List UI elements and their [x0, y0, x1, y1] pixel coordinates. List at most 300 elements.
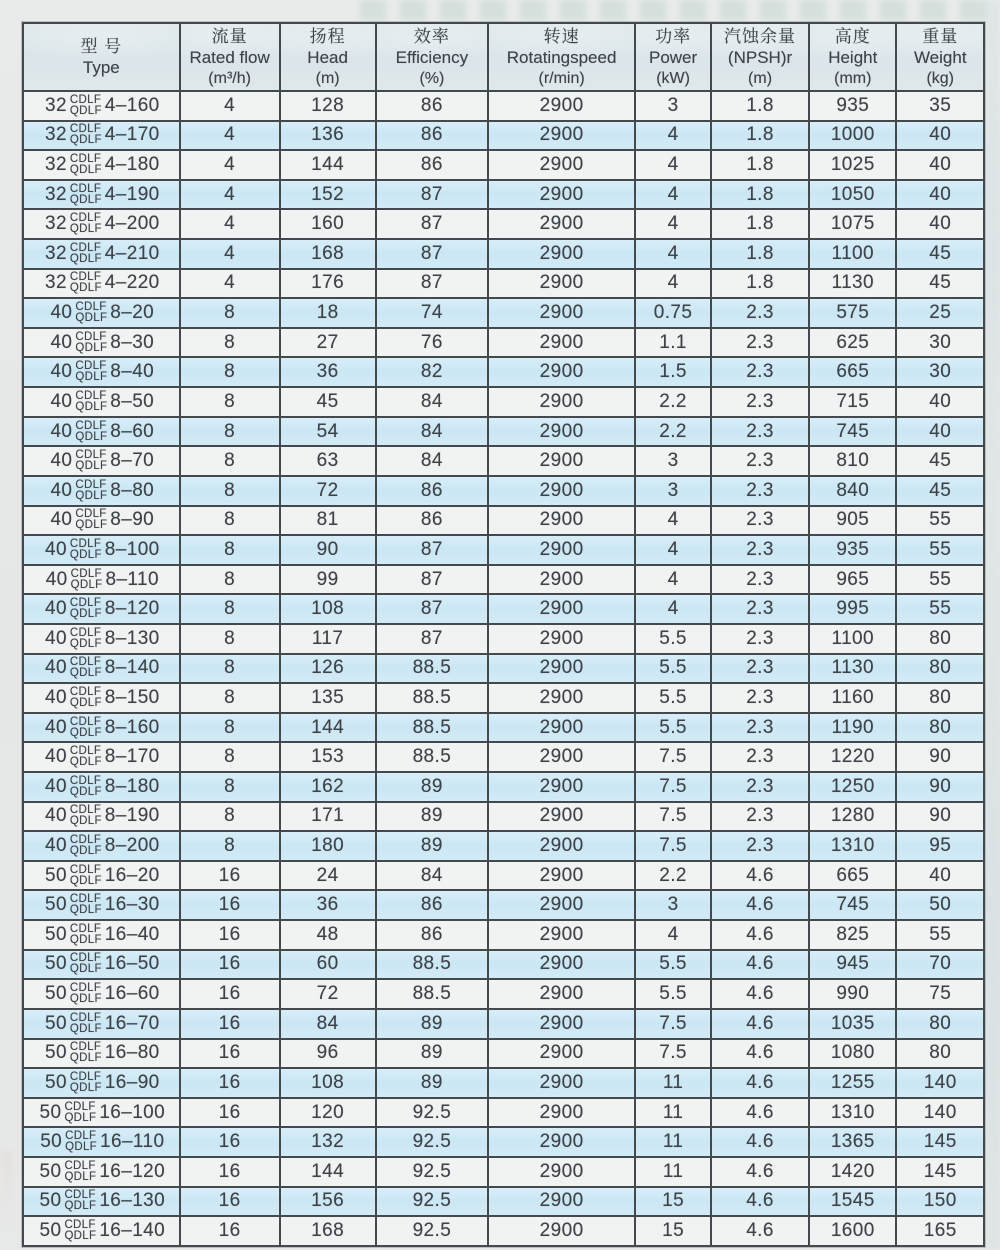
series-top: CDLF — [65, 1130, 97, 1143]
spec-value: 145 — [896, 1127, 984, 1157]
pump-model: 4–160 — [104, 94, 160, 116]
spec-value: 2.3 — [711, 387, 809, 417]
spec-value: 55 — [896, 535, 984, 565]
spec-value: 2900 — [488, 861, 635, 891]
spec-value: 2900 — [488, 535, 635, 565]
pump-size: 32 — [44, 154, 67, 176]
spec-value: 16 — [180, 890, 280, 920]
spec-value: 5.5 — [635, 950, 711, 980]
spec-value: 165 — [896, 1216, 984, 1246]
pump-model: 8–190 — [104, 805, 160, 827]
pump-type-cell — [23, 624, 180, 654]
spec-value: 162 — [280, 772, 376, 802]
spec-value: 45 — [896, 269, 984, 299]
pump-model: 16–40 — [104, 923, 160, 945]
spec-value: 135 — [280, 683, 376, 713]
spec-value: 74 — [376, 298, 488, 328]
table-row — [23, 417, 984, 447]
pump-size: 40 — [50, 509, 73, 531]
series-bottom: QDLF — [75, 371, 108, 384]
spec-value: 2900 — [488, 417, 635, 447]
spec-value: 2900 — [488, 209, 635, 239]
pump-series-stack — [70, 865, 102, 887]
spec-value: 665 — [809, 357, 896, 387]
table-row — [23, 446, 984, 476]
spec-value: 55 — [896, 565, 984, 595]
pump-model: 8–200 — [104, 835, 160, 857]
pump-type-cell — [23, 239, 180, 269]
pump-size: 40 — [44, 657, 67, 679]
spec-value: 715 — [809, 387, 896, 417]
spec-value: 2900 — [488, 683, 635, 713]
spec-value: 2900 — [488, 802, 635, 832]
pump-series-stack — [64, 1190, 96, 1212]
spec-value: 1310 — [809, 1098, 896, 1128]
spec-value: 840 — [809, 476, 896, 506]
spec-value: 2.3 — [711, 683, 809, 713]
series-bottom: QDLF — [69, 785, 102, 798]
series-bottom: QDLF — [69, 637, 102, 650]
spec-value: 745 — [809, 890, 896, 920]
spec-value: 89 — [376, 1039, 488, 1069]
spec-value: 4.6 — [711, 1009, 809, 1039]
pump-series-stack — [70, 657, 102, 679]
pump-size: 50 — [44, 983, 67, 1005]
spec-value: 905 — [809, 506, 896, 536]
spec-value: 2.3 — [711, 357, 809, 387]
table-row — [23, 269, 984, 299]
col-label-en: Rated flow — [189, 47, 270, 67]
pump-type-cell — [23, 357, 180, 387]
pump-model: 8–150 — [104, 686, 160, 708]
spec-value: 132 — [280, 1127, 376, 1157]
pump-type-cell — [23, 1039, 180, 1069]
spec-value: 2900 — [488, 1157, 635, 1187]
col-label-en: Weight — [913, 47, 967, 67]
series-top: CDLF — [69, 656, 102, 669]
spec-value: 45 — [896, 446, 984, 476]
series-bottom: QDLF — [69, 696, 102, 709]
series-top: CDLF — [69, 745, 102, 758]
table-row — [23, 1127, 984, 1157]
spec-value: 86 — [376, 150, 488, 180]
col-header-height — [809, 23, 896, 91]
spec-value: 2900 — [488, 890, 635, 920]
pump-size: 40 — [44, 598, 67, 620]
table-row — [23, 831, 984, 861]
table-row — [23, 920, 984, 950]
col-unit: (m) — [748, 69, 773, 87]
pump-size: 40 — [50, 420, 73, 442]
series-top: CDLF — [69, 626, 102, 639]
pump-series-stack — [70, 184, 102, 206]
spec-value: 3 — [635, 91, 711, 121]
spec-value: 4 — [635, 565, 711, 595]
pump-size: 50 — [44, 953, 67, 975]
spec-value: 11 — [635, 1157, 711, 1187]
spec-value: 80 — [896, 683, 984, 713]
series-bottom: QDLF — [69, 993, 102, 1006]
pump-model: 8–140 — [104, 657, 160, 679]
spec-value: 92.5 — [376, 1127, 488, 1157]
series-top: CDLF — [69, 597, 102, 610]
spec-value: 8 — [180, 298, 280, 328]
col-label-zh: 高度 — [834, 26, 871, 46]
series-top: CDLF — [69, 212, 102, 225]
pump-size: 50 — [39, 1190, 62, 1212]
spec-value: 1250 — [809, 772, 896, 802]
pump-model: 16–60 — [104, 983, 160, 1005]
spec-value: 40 — [896, 150, 984, 180]
spec-value: 86 — [376, 121, 488, 151]
spec-value: 0.75 — [635, 298, 711, 328]
pump-series-stack — [70, 983, 102, 1005]
spec-value: 4 — [635, 506, 711, 536]
spec-value: 90 — [280, 535, 376, 565]
spec-value: 2900 — [488, 950, 635, 980]
spec-value: 86 — [376, 91, 488, 121]
spec-value: 8 — [180, 328, 280, 358]
series-bottom: QDLF — [69, 904, 102, 917]
pump-series-stack — [70, 805, 102, 827]
spec-value: 92.5 — [376, 1098, 488, 1128]
spec-value: 4 — [180, 180, 280, 210]
spec-value: 84 — [376, 417, 488, 447]
spec-value: 40 — [896, 387, 984, 417]
col-label-en: Efficiency — [395, 47, 469, 67]
spec-value: 1.8 — [711, 121, 809, 151]
col-label-en: Head — [307, 47, 348, 67]
spec-value: 80 — [896, 1039, 984, 1069]
spec-value: 128 — [280, 91, 376, 121]
spec-value: 88.5 — [376, 742, 488, 772]
col-header-type — [23, 23, 180, 91]
col-label-en: Height — [828, 47, 878, 67]
spec-value: 140 — [896, 1098, 984, 1128]
pump-size: 50 — [44, 923, 67, 945]
spec-value: 82 — [376, 357, 488, 387]
print-bleed-artifact — [360, 0, 1000, 20]
spec-value: 2900 — [488, 506, 635, 536]
spec-value: 86 — [376, 890, 488, 920]
spec-value: 2.3 — [711, 831, 809, 861]
spec-value: 89 — [376, 831, 488, 861]
spec-value: 15 — [635, 1216, 711, 1246]
spec-value: 11 — [635, 1068, 711, 1098]
col-unit: (kg) — [926, 69, 955, 87]
spec-value: 2900 — [488, 565, 635, 595]
col-header-weight — [896, 23, 984, 91]
table-row — [23, 535, 984, 565]
pump-size: 40 — [44, 538, 67, 560]
series-bottom: QDLF — [64, 1111, 97, 1124]
spec-value: 3 — [635, 476, 711, 506]
spec-value: 2900 — [488, 1039, 635, 1069]
col-label-en: Power — [648, 47, 698, 67]
spec-value: 84 — [376, 387, 488, 417]
spec-value: 2900 — [488, 1187, 635, 1217]
series-bottom: QDLF — [69, 667, 102, 680]
col-header-efficiency — [376, 23, 488, 91]
pump-size: 32 — [44, 183, 67, 205]
spec-value: 1255 — [809, 1068, 896, 1098]
series-bottom: QDLF — [69, 164, 102, 177]
pump-series-stack — [70, 1042, 102, 1064]
pump-model: 16–90 — [104, 1071, 160, 1093]
pump-size: 40 — [44, 627, 67, 649]
pump-model: 8–180 — [104, 775, 160, 797]
spec-value: 8 — [180, 565, 280, 595]
spec-value: 153 — [280, 742, 376, 772]
pump-type-cell — [23, 446, 180, 476]
pump-type-cell — [23, 594, 180, 624]
spec-value: 1025 — [809, 150, 896, 180]
spec-value: 1.8 — [711, 91, 809, 121]
spec-value: 40 — [896, 121, 984, 151]
spec-value: 4 — [180, 121, 280, 151]
spec-value: 87 — [376, 565, 488, 595]
spec-value: 8 — [180, 654, 280, 684]
spec-value: 63 — [280, 446, 376, 476]
series-top: CDLF — [69, 182, 102, 195]
pump-type-cell — [23, 417, 180, 447]
series-top: CDLF — [69, 1070, 102, 1083]
spec-value: 1600 — [809, 1216, 896, 1246]
spec-value: 16 — [180, 1068, 280, 1098]
pump-size: 32 — [44, 242, 67, 264]
pump-series-stack — [70, 835, 102, 857]
pump-size: 40 — [44, 835, 67, 857]
spec-value: 45 — [280, 387, 376, 417]
pump-series-stack — [64, 1220, 96, 1242]
series-top: CDLF — [75, 301, 107, 314]
spec-value: 935 — [809, 91, 896, 121]
spec-value: 40 — [896, 180, 984, 210]
pump-model: 16–20 — [104, 864, 160, 886]
pump-size: 50 — [44, 1012, 67, 1034]
spec-value: 40 — [896, 417, 984, 447]
spec-value: 1050 — [809, 180, 896, 210]
spec-value: 1545 — [809, 1187, 896, 1217]
table-row — [23, 357, 984, 387]
spec-value: 2900 — [488, 446, 635, 476]
pump-series-stack — [70, 243, 102, 265]
spec-value: 2900 — [488, 920, 635, 950]
spec-value: 935 — [809, 535, 896, 565]
spec-value: 4.6 — [711, 1039, 809, 1069]
spec-value: 2.3 — [711, 654, 809, 684]
table-row — [23, 1187, 984, 1217]
spec-value: 1.8 — [711, 239, 809, 269]
spec-value: 7.5 — [635, 1009, 711, 1039]
pump-size: 50 — [39, 1101, 62, 1123]
spec-value: 88.5 — [376, 654, 488, 684]
table-row — [23, 950, 984, 980]
spec-value: 2900 — [488, 624, 635, 654]
spec-value: 2.3 — [711, 594, 809, 624]
table-row — [23, 594, 984, 624]
series-top: CDLF — [69, 834, 102, 847]
pump-model: 8–80 — [110, 479, 155, 501]
spec-value: 945 — [809, 950, 896, 980]
series-top: CDLF — [69, 774, 102, 787]
pump-series-stack — [70, 1013, 102, 1035]
spec-value: 1130 — [809, 654, 896, 684]
pump-type-cell — [23, 742, 180, 772]
col-label-zh: 流量 — [211, 26, 248, 46]
spec-value: 16 — [180, 1216, 280, 1246]
spec-value: 4.6 — [711, 1157, 809, 1187]
spec-value: 2900 — [488, 713, 635, 743]
pump-series-stack — [75, 509, 107, 531]
spec-value: 96 — [280, 1039, 376, 1069]
spec-value: 95 — [896, 831, 984, 861]
series-bottom: QDLF — [69, 726, 102, 739]
spec-value: 2.3 — [711, 772, 809, 802]
spec-value: 75 — [896, 979, 984, 1009]
spec-value: 80 — [896, 713, 984, 743]
spec-value: 88.5 — [376, 979, 488, 1009]
spec-value: 1035 — [809, 1009, 896, 1039]
spec-value: 2.3 — [711, 713, 809, 743]
col-header-power — [635, 23, 711, 91]
spec-value: 2900 — [488, 387, 635, 417]
spec-value: 16 — [180, 920, 280, 950]
spec-value: 88.5 — [376, 713, 488, 743]
spec-value: 2900 — [488, 831, 635, 861]
spec-value: 40 — [896, 861, 984, 891]
spec-value: 87 — [376, 180, 488, 210]
spec-value: 108 — [280, 1068, 376, 1098]
spec-value: 8 — [180, 387, 280, 417]
pump-size: 32 — [44, 124, 67, 146]
spec-value: 4 — [180, 150, 280, 180]
series-top: CDLF — [69, 1041, 102, 1054]
col-label-zh: 转速 — [543, 26, 580, 46]
series-top: CDLF — [75, 478, 107, 491]
spec-value: 8 — [180, 742, 280, 772]
pump-series-stack — [70, 95, 102, 117]
pump-type-cell — [23, 802, 180, 832]
pump-model: 16–100 — [99, 1101, 166, 1123]
spec-value: 4 — [180, 269, 280, 299]
table-row — [23, 506, 984, 536]
pump-type-cell — [23, 298, 180, 328]
pump-model: 8–40 — [110, 361, 155, 383]
spec-value: 81 — [280, 506, 376, 536]
pump-type-cell — [23, 121, 180, 151]
spec-value: 2900 — [488, 328, 635, 358]
spec-value: 8 — [180, 802, 280, 832]
series-bottom: QDLF — [69, 193, 102, 206]
pump-size: 50 — [39, 1160, 62, 1182]
spec-value: 2900 — [488, 91, 635, 121]
spec-value: 625 — [809, 328, 896, 358]
pump-size: 40 — [50, 361, 73, 383]
series-bottom: QDLF — [69, 608, 102, 621]
spec-value: 16 — [180, 1127, 280, 1157]
series-bottom: QDLF — [69, 1022, 102, 1035]
spec-value: 575 — [809, 298, 896, 328]
series-top: CDLF — [69, 863, 102, 876]
pump-model: 16–110 — [100, 1131, 165, 1153]
col-unit: (kW) — [656, 69, 690, 87]
spec-value: 2900 — [488, 1127, 635, 1157]
pump-size: 40 — [44, 805, 67, 827]
pump-series-stack — [70, 894, 102, 916]
table-row — [23, 772, 984, 802]
col-header-npsh — [711, 23, 809, 91]
pump-model: 8–120 — [104, 598, 160, 620]
pump-model: 4–210 — [104, 242, 160, 264]
series-top: CDLF — [69, 93, 102, 106]
spec-value: 30 — [896, 328, 984, 358]
table-row — [23, 298, 984, 328]
series-bottom: QDLF — [69, 104, 102, 117]
spec-value: 27 — [280, 328, 376, 358]
spec-value: 92.5 — [376, 1187, 488, 1217]
spec-value: 1310 — [809, 831, 896, 861]
pump-size: 50 — [44, 894, 67, 916]
series-top: CDLF — [69, 715, 102, 728]
spec-value: 89 — [376, 802, 488, 832]
col-unit: (m) — [315, 69, 340, 87]
spec-value: 55 — [896, 920, 984, 950]
print-bleed-artifact — [0, 1150, 14, 1250]
spec-value: 1.5 — [635, 357, 711, 387]
pump-type-cell — [23, 476, 180, 506]
spec-value: 4 — [180, 239, 280, 269]
spec-value: 8 — [180, 506, 280, 536]
spec-value: 8 — [180, 831, 280, 861]
pump-series-stack — [65, 1131, 97, 1153]
spec-value: 8 — [180, 535, 280, 565]
series-bottom: QDLF — [70, 578, 103, 591]
pump-size: 50 — [44, 1042, 67, 1064]
spec-value: 168 — [280, 239, 376, 269]
spec-value: 87 — [376, 535, 488, 565]
pump-model: 16–120 — [99, 1160, 166, 1182]
spec-value: 145 — [896, 1157, 984, 1187]
spec-value: 80 — [896, 624, 984, 654]
spec-value: 1.8 — [711, 269, 809, 299]
pump-model: 8–110 — [105, 568, 159, 590]
table-row — [23, 1068, 984, 1098]
series-bottom: QDLF — [69, 134, 102, 147]
spec-value: 7.5 — [635, 831, 711, 861]
spec-value: 2.3 — [711, 476, 809, 506]
spec-rows — [23, 91, 984, 1246]
series-top: CDLF — [75, 419, 107, 432]
series-top: CDLF — [64, 1100, 96, 1113]
pump-type-cell — [23, 180, 180, 210]
pump-size: 32 — [44, 213, 67, 235]
series-bottom: QDLF — [69, 1081, 102, 1094]
spec-value: 1420 — [809, 1157, 896, 1187]
pump-series-stack — [70, 628, 102, 650]
col-unit: (mm) — [834, 69, 872, 87]
spec-value: 8 — [180, 476, 280, 506]
spec-value: 4 — [635, 209, 711, 239]
pump-model: 16–140 — [99, 1219, 166, 1241]
spec-value: 2900 — [488, 150, 635, 180]
spec-value: 7.5 — [635, 802, 711, 832]
spec-value: 86 — [376, 920, 488, 950]
table-row — [23, 742, 984, 772]
spec-value: 745 — [809, 417, 896, 447]
spec-value: 16 — [180, 979, 280, 1009]
pump-series-stack — [75, 361, 107, 383]
